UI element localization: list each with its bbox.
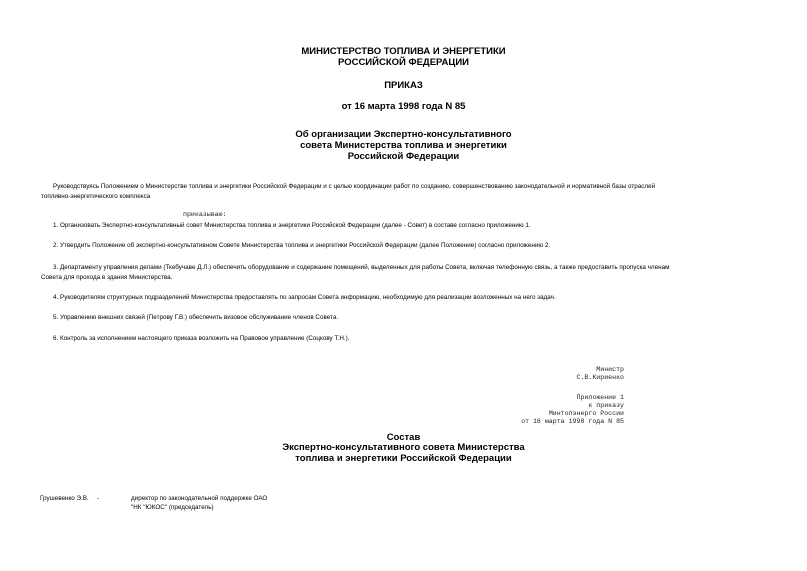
doc-type: ПРИКАЗ	[384, 80, 423, 91]
preamble-line1: Руководствуясь Положением о Министерстве топлива и энергетики Российской Федерации и с целью координации работ по созданию, совершенствованию законодательной и нормативной базы отраслей	[53, 183, 656, 190]
subject-line2: совета Министерства топлива и энергетики	[300, 140, 507, 151]
item-2: 2. Утвердить Положение об экспертно-консультативном Совете Министерства топлива и энергетики Российской Федерации (далее Положение) согласно приложению 2.	[53, 242, 551, 249]
item-4: 4. Руководителям структурных подразделений Министерства предоставлять по запросам Совета информацию, необходимую для реализации возложенных на него задач.	[53, 294, 556, 301]
ministry-name-line1: МИНИСТЕРСТВО ТОПЛИВА И ЭНЕРГЕТИКИ	[301, 46, 506, 57]
member-role-line2: "НК "ЮКОС" (председатель)	[131, 504, 214, 511]
appendix-ref-line2: к приказу	[588, 402, 624, 409]
signature-position: Министр	[596, 366, 624, 373]
subject-line1: Об организации Экспертно-консультативного	[295, 129, 512, 140]
doc-date-number: от 16 марта 1998 года N 85	[341, 101, 466, 112]
appendix-ref-line4: от 16 марта 1998 года N 85	[521, 418, 624, 425]
preamble-line2: топливно-энергетического комплекса	[41, 193, 151, 200]
item-1: 1. Организовать Экспертно-консультативный совет Министерства топлива и энергетики Российской Федерации (далее - Совет) в составе согласно приложению 1.	[53, 222, 531, 229]
appendix-ref-line3: Минтопэнерго России	[548, 410, 624, 417]
item-5: 5. Управлению внешних связей (Петрову Г.В.) обеспечить визовое обслуживание членов Совета.	[53, 314, 339, 321]
ministry-name-line2: РОССИЙСКОЙ ФЕДЕРАЦИИ	[337, 57, 469, 68]
member-role-line1: директор по законодательной поддержке ОАО	[131, 495, 268, 502]
subject-line3: Российской Федерации	[347, 151, 460, 162]
item-3-line2: Совета для прохода в здания Министерства.	[41, 274, 173, 281]
order-word: приказываю:	[183, 211, 227, 218]
appendix-ref-line1: Приложение 1	[576, 394, 624, 401]
composition-line2: Экспертно-консультативного совета Министерства	[282, 442, 525, 453]
signature-name: С.В.Кириенко	[576, 374, 624, 381]
composition-title: Состав	[386, 432, 421, 443]
item-6: 6. Контроль за исполнением настоящего приказа возложить на Правовое управление (Соцкову Т.Н.).	[53, 335, 350, 342]
member-dash: -	[97, 495, 100, 502]
member-name: Грушевенко Э.В.	[40, 495, 89, 502]
composition-line3: топлива и энергетики Российской Федерации	[295, 453, 512, 464]
item-3-line1: 3. Департаменту управления делами (Ткебучаве Д.Л.) обеспечить оборудование и содержание помещений, выделенных для работы Совета, включая телефонную связь, а также предоставить пропуска членам	[53, 264, 670, 271]
